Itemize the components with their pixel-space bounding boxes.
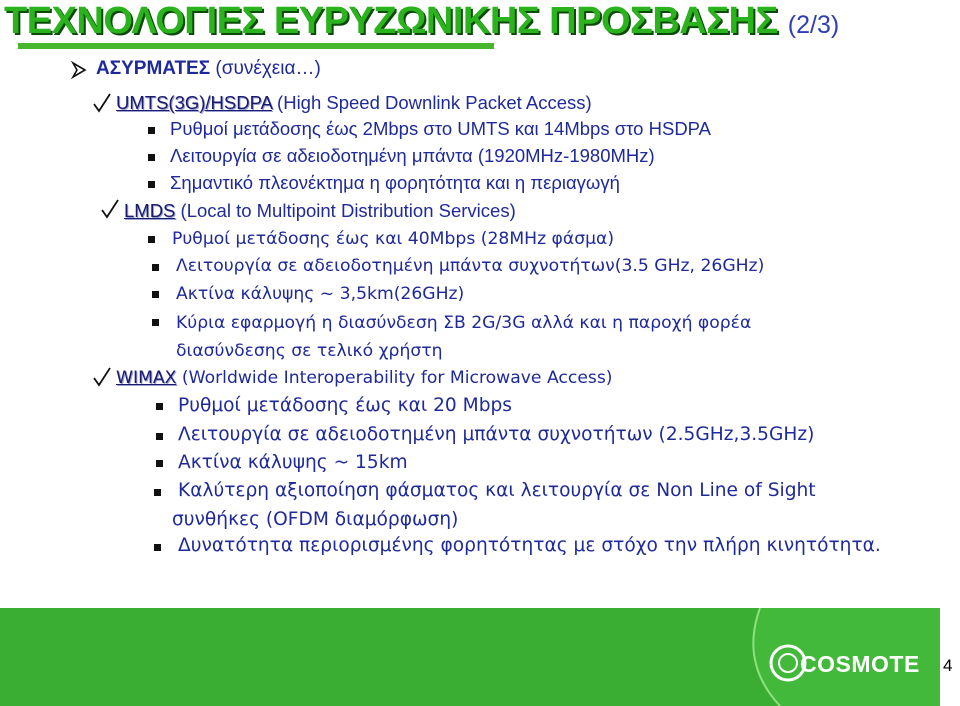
check-icon <box>92 92 112 114</box>
wimax-item: Λειτουργία σε αδειοδοτημένη μπάντα συχνοτήτων (2.5GHz,3.5GHz) <box>178 424 815 445</box>
wimax-item: Δυνατότητα περιορισμένης φορητότητας με στόχο την πλήρη κινητότητα. <box>178 535 881 556</box>
square-bullet-icon <box>154 544 161 551</box>
lmds-item: Ρυθμοί μετάδοσης έως και 40Mbps (28MHz φάσμα) <box>172 229 615 249</box>
square-bullet-icon <box>152 264 159 271</box>
wimax-item-continued: συνθήκες (OFDM διαμόρφωση) <box>172 509 459 530</box>
slide-title-block <box>4 0 839 43</box>
umts-item: Λειτουργία σε αδειοδοτημένη μπάντα (1920MHz-1980MHz) <box>170 145 655 166</box>
slide-pager: (2/3) <box>787 11 840 39</box>
section-label: ΑΣΥΡΜΑΤΕΣ <box>96 58 211 79</box>
square-bullet-icon <box>148 236 155 243</box>
wimax-item: Καλύτερη αξιοποίηση φάσματος και λειτουργία σε Non Line of Sight <box>178 480 816 501</box>
page-number: 4 <box>943 656 953 675</box>
lmds-key: LMDS <box>124 200 176 221</box>
lmds-item-continued: διασύνδεσης σε τελικό χρήστη <box>176 341 443 361</box>
check-icon <box>100 198 120 220</box>
arrow-bullet-icon <box>70 60 90 80</box>
square-bullet-icon <box>148 127 155 134</box>
lmds-item: Ακτίνα κάλυψης ~ 3,5km(26GHz) <box>176 284 465 304</box>
lmds-desc: (Local to Multipoint Distribution Services) <box>175 200 516 221</box>
square-bullet-icon <box>148 154 155 161</box>
slide-title: ΤΕΧΝΟΛΟΓΙΕΣ ΕΥΡΥΖΩΝΙΚΗΣ ΠΡΟΣΒΑΣΗΣ <box>4 0 778 42</box>
cosmote-logo-text: COSMOTE <box>800 651 920 677</box>
wimax-desc: (Worldwide Interoperability for Microwave Access) <box>176 368 613 388</box>
check-icon <box>92 366 112 388</box>
umts-item: Ρυθμοί μετάδοσης έως 2Mbps στο UMTS και 14Mbps στο HSDPA <box>170 118 711 139</box>
square-bullet-icon <box>152 291 159 298</box>
wimax-item: Ρυθμοί μετάδοσης έως και 20 Mbps <box>178 395 512 416</box>
square-bullet-icon <box>156 433 163 440</box>
umts-item: Σημαντικό πλεονέκτημα η φορητότητα και η περιαγωγή <box>170 172 620 193</box>
square-bullet-icon <box>156 460 163 467</box>
wimax-key: WIMAX <box>116 368 177 388</box>
square-bullet-icon <box>152 319 159 326</box>
square-bullet-icon <box>154 489 161 496</box>
umts-desc: (High Speed Downlink Packet Access) <box>271 92 592 113</box>
umts-key: UMTS(3G)/HSDPA <box>116 92 272 113</box>
title-underline <box>18 43 494 49</box>
lmds-heading <box>124 200 516 222</box>
wimax-item: Ακτίνα κάλυψης ~ 15km <box>178 452 408 473</box>
lmds-item: Λειτουργία σε αδειοδοτημένη μπάντα συχνοτήτων(3.5 GHz, 26GHz) <box>176 256 765 276</box>
square-bullet-icon <box>156 403 163 410</box>
umts-heading <box>116 92 592 114</box>
wimax-heading <box>116 368 613 388</box>
lmds-item: Κύρια εφαρμογή η διασύνδεση ΣΒ 2G/3G αλλά και η παροχή φορέα <box>176 313 752 333</box>
section-suffix: (συνέχεια…) <box>210 58 321 79</box>
section-heading <box>96 58 321 80</box>
square-bullet-icon <box>148 181 155 188</box>
